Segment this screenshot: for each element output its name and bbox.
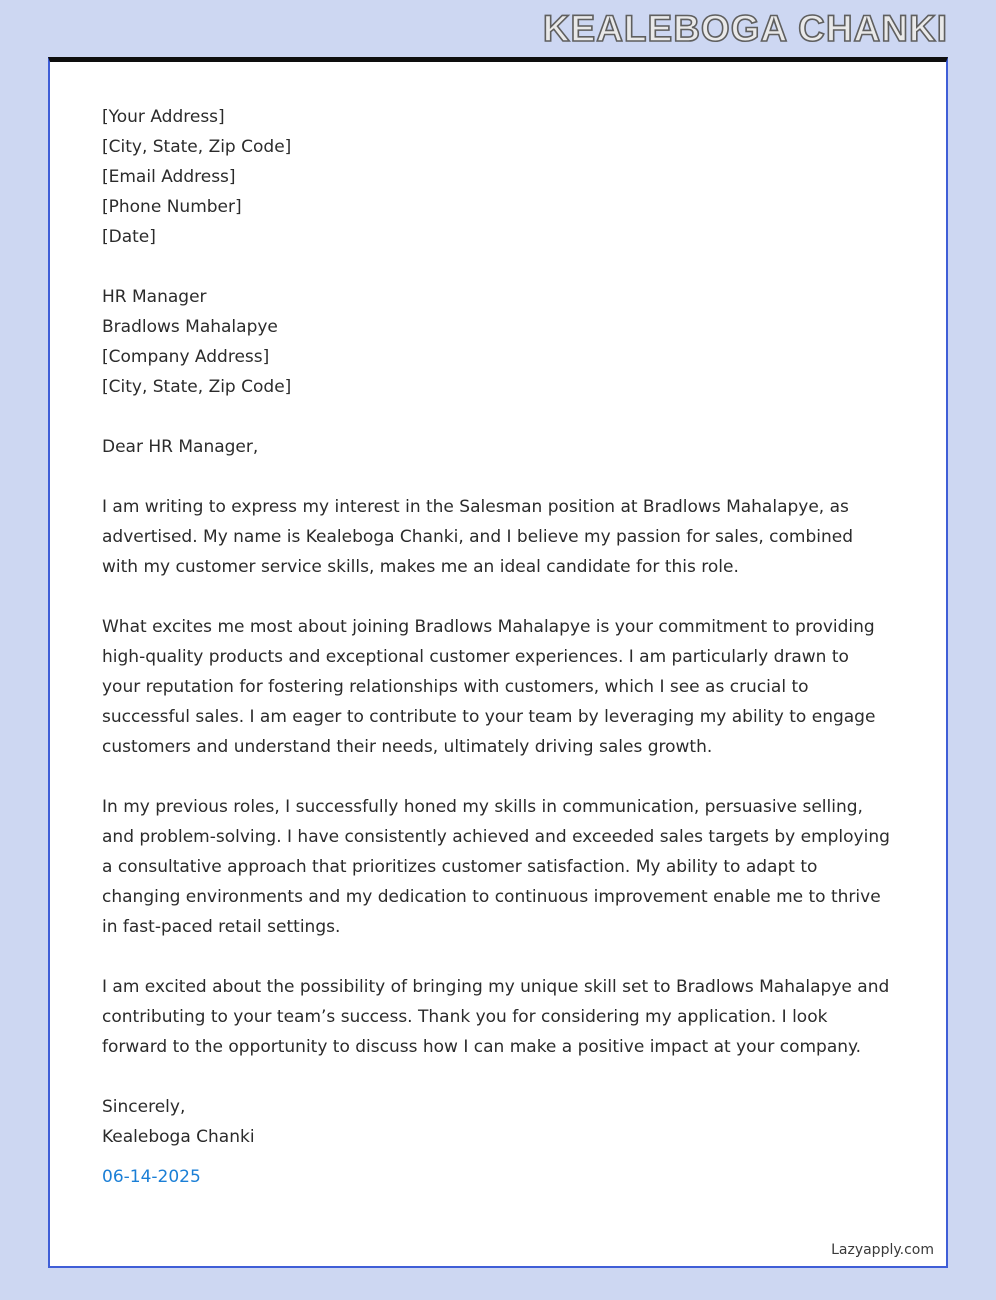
closing-block: [102, 1092, 891, 1152]
letter-paragraph-2: What excites me most about joining Bradlows Mahalapye is your commitment to providing high-quality products and exceptional customer experiences. I am particularly drawn to your reputation for fostering relationships with customers, which I see as crucial to successful sales. I am eager to contribute to your team by leveraging my ability to engage customers and understand their needs, ultimately driving sales growth.: [102, 617, 876, 757]
sender-address-block: [102, 102, 891, 252]
letter-paragraph-3: In my previous roles, I successfully honed my skills in communication, persuasive selling, and problem-solving. I have consistently achieved and exceeded sales targets by employing a consultative approach that prioritizes customer satisfaction. My ability to adapt to changing environments and my dedication to continuous improvement enable me to thrive in fast-paced retail settings.: [102, 797, 890, 937]
signature-name: Kealeboga Chanki: [102, 1127, 255, 1147]
applicant-name-header: KEALEBOGA CHANKI: [542, 8, 948, 49]
letter-paragraph-1: I am writing to express my interest in the Salesman position at Bradlows Mahalapye, as advertised. My name is Kealeboga Chanki, and I believe my passion for sales, combined with my customer service skills, makes me an ideal candidate for this role.: [102, 497, 854, 577]
letter-content: [50, 62, 946, 1192]
recipient-company-line: Bradlows Mahalapye: [102, 317, 278, 337]
sender-date-line: [Date]: [102, 227, 156, 247]
sender-city-line: [City, State, Zip Code]: [102, 137, 292, 157]
recipient-address-block: [102, 282, 891, 402]
letter-masthead: [48, 8, 948, 50]
sender-address-line: [Your Address]: [102, 107, 225, 127]
recipient-address-line: [Company Address]: [102, 347, 270, 367]
closing-salutation: Sincerely,: [102, 1097, 186, 1117]
letter-page: [48, 57, 948, 1268]
salutation: Dear HR Manager,: [102, 437, 259, 457]
sender-phone-line: [Phone Number]: [102, 197, 242, 217]
sender-email-line: [Email Address]: [102, 167, 236, 187]
recipient-city-line: [City, State, Zip Code]: [102, 377, 292, 397]
letter-paragraph-4: I am excited about the possibility of bringing my unique skill set to Bradlows Mahalapye and contributing to your team’s success. Thank you for considering my application. I look forward to the opportunity to discuss how I can make a positive impact at your company.: [102, 977, 890, 1057]
letter-date: 06-14-2025: [102, 1167, 201, 1187]
recipient-title-line: HR Manager: [102, 287, 207, 307]
watermark-text: Lazyapply.com: [831, 1242, 934, 1258]
